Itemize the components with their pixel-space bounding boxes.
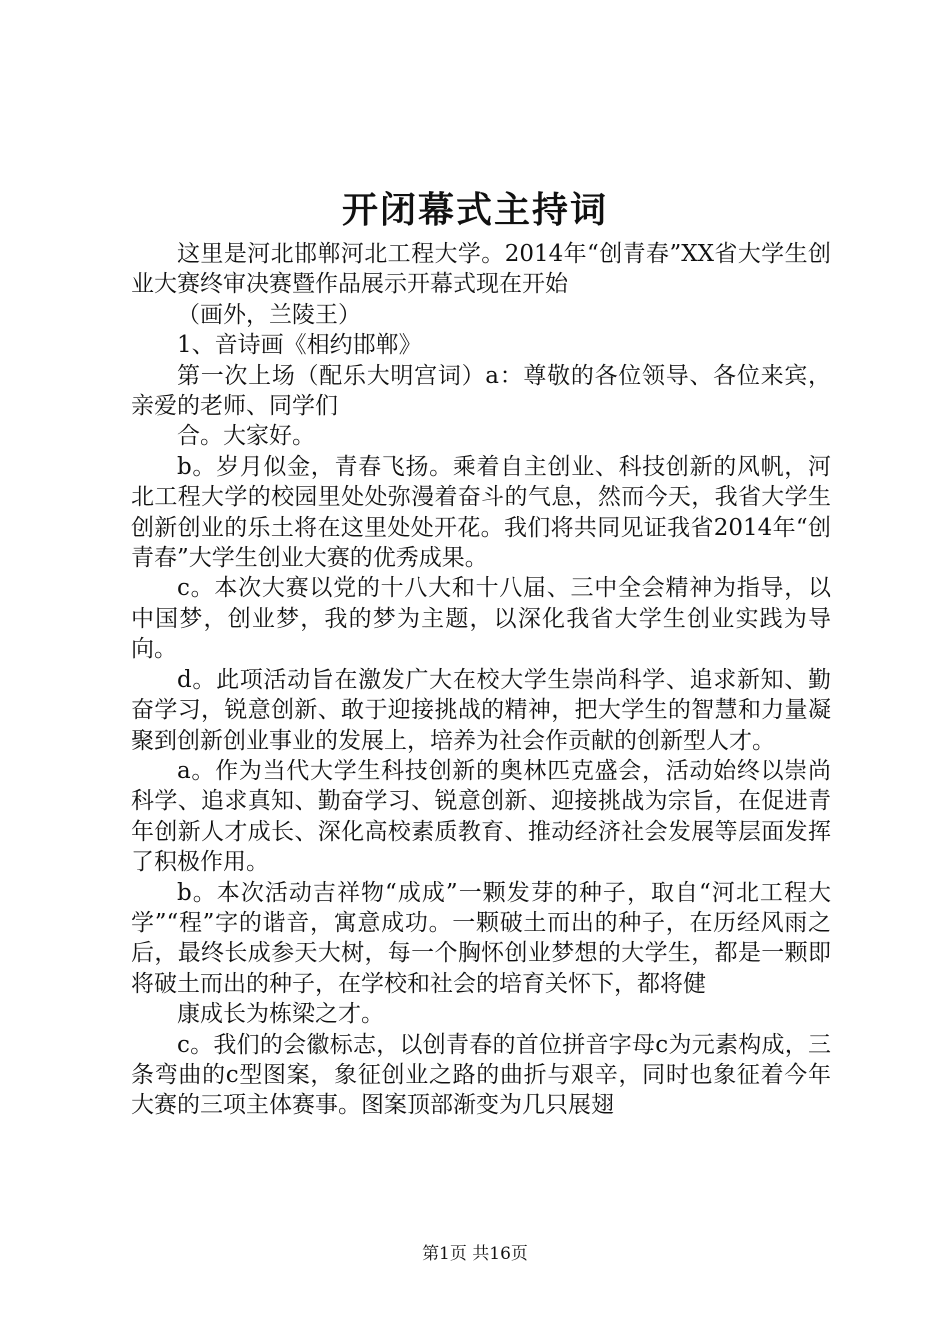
paragraph-offscreen-note: （画外，兰陵王）: [177, 301, 361, 328]
paragraph-d-1: d。此项活动旨在激发广大在校大学生崇尚科学、追求新知、勤奋学习，锐意创新、敢于迎接挑战的精神，把大学生的智慧和力量凝聚到创新创业事业的发展上，培养为社会作贡献的创新型人才。: [131, 666, 831, 754]
paragraph-c-1: c。本次大赛以党的十八大和十八届、三中全会精神为指导，以中国梦，创业梦，我的梦为主题，以深化我省大学生创业实践为导向。: [131, 575, 831, 663]
paragraph-a-2: a。作为当代大学生科技创新的奥林匹克盛会，活动始终以崇尚科学、追求真知、勤奋学习、锐意创新、迎接挑战为宗旨，在促进青年创新人才成长、深化高校素质教育、推动经济社会发展等层面发挥了积极作用。: [131, 757, 831, 876]
paragraph-b-2: b。本次活动吉祥物“成成”一颗发芽的种子，取自“河北工程大学”“程”字的谐音，寓意成功。一颗破土而出的种子，在历经风雨之后，最终长成参天大树，每一个胸怀创业梦想的大学生，都是一颗即将破土而出的种子，在学校和社会的培育关怀下，都将健: [131, 879, 831, 997]
document-body: [131, 239, 831, 1121]
paragraph-program-item: 1、音诗画《相约邯郸》: [177, 332, 422, 359]
paragraph-greeting: 合。大家好。: [177, 423, 315, 450]
paragraph-c-2: c。我们的会徽标志，以创青春的首位拼音字母c为元素构成，三条弯曲的c型图案，象征创业之路的曲折与艰辛，同时也象征着今年大赛的三项主体赛事。图案顶部渐变为几只展翅: [131, 1031, 831, 1119]
paragraph-opening: 这里是河北邯郸河北工程大学。2014年“创青春”XX省大学生创业大赛终审决赛暨作品展示开幕式现在开始: [131, 241, 831, 298]
page-number: 第1页 共16页: [422, 1244, 528, 1264]
paragraph-b-1: b。岁月似金，青春飞扬。乘着自主创业、科技创新的风帆，河北工程大学的校园里处处弥漫着奋斗的气息，然而今天，我省大学生创新创业的乐土将在这里处处开花。我们将共同见证我省2014年“创青春”大学生创业大赛的优秀成果。: [131, 453, 831, 572]
paragraph-first-entrance: 第一次上场（配乐大明宫词）a：尊敬的各位领导、各位来宾，亲爱的老师、同学们: [131, 362, 831, 420]
document-title: 开闭幕式主持词: [341, 189, 608, 231]
paragraph-b-2-continued: 康成长为栋梁之才。: [177, 1001, 384, 1028]
